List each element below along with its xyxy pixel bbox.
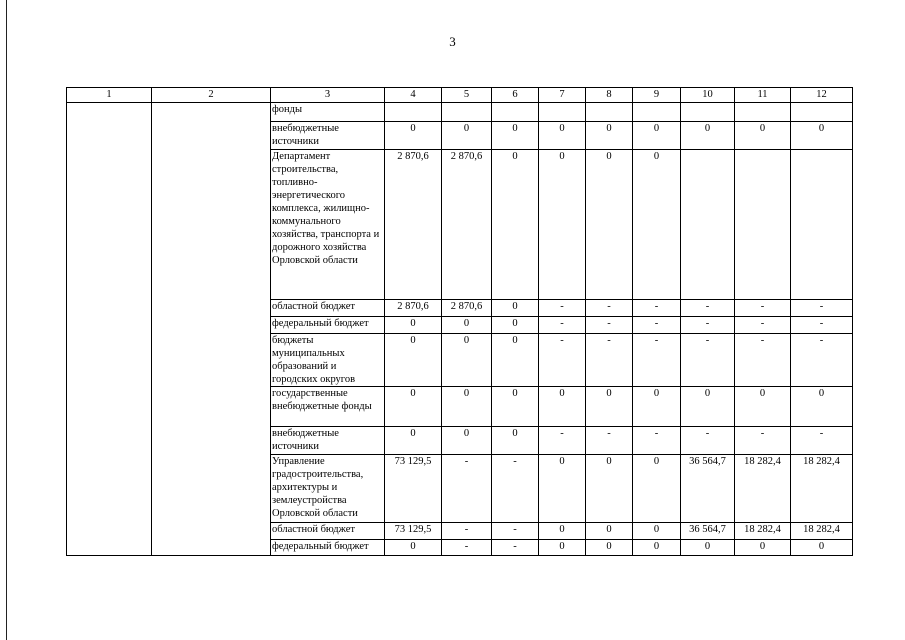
value-cell: 2 870,6 <box>385 150 442 300</box>
empty-cell <box>152 523 271 540</box>
empty-cell <box>152 455 271 523</box>
value-cell: - <box>735 300 791 317</box>
value-cell: 0 <box>492 387 539 427</box>
value-cell: 0 <box>385 387 442 427</box>
value-cell: - <box>633 427 681 455</box>
value-cell: - <box>735 427 791 455</box>
empty-cell <box>152 150 271 300</box>
value-cell: 0 <box>539 455 586 523</box>
value-cell: 0 <box>633 150 681 300</box>
value-cell <box>681 103 735 122</box>
value-cell: 0 <box>791 540 853 556</box>
funding-source-cell: фонды <box>271 103 385 122</box>
column-header: 11 <box>735 88 791 103</box>
value-cell: - <box>586 300 633 317</box>
value-cell: 0 <box>492 334 539 387</box>
value-cell: 0 <box>539 387 586 427</box>
value-cell: 0 <box>539 523 586 540</box>
value-cell: 2 870,6 <box>442 150 492 300</box>
value-cell: 0 <box>586 387 633 427</box>
funding-source-cell: областной бюджет <box>271 523 385 540</box>
value-cell: 2 870,6 <box>442 300 492 317</box>
value-cell <box>539 103 586 122</box>
empty-cell <box>152 317 271 334</box>
value-cell: 0 <box>442 334 492 387</box>
value-cell: 2 870,6 <box>385 300 442 317</box>
empty-cell <box>67 455 152 523</box>
column-header: 1 <box>67 88 152 103</box>
value-cell <box>791 150 853 300</box>
funding-source-cell: бюджеты муниципальных образований и городских округов <box>271 334 385 387</box>
value-cell <box>791 103 853 122</box>
table-row <box>67 427 853 455</box>
value-cell: - <box>681 317 735 334</box>
value-cell: 0 <box>539 150 586 300</box>
value-cell: - <box>633 317 681 334</box>
table-row <box>67 300 853 317</box>
value-cell: 0 <box>442 122 492 150</box>
value-cell <box>735 150 791 300</box>
column-header: 4 <box>385 88 442 103</box>
empty-cell <box>152 300 271 317</box>
empty-cell <box>67 150 152 300</box>
value-cell: - <box>681 334 735 387</box>
value-cell: - <box>492 523 539 540</box>
column-header: 2 <box>152 88 271 103</box>
empty-cell <box>67 300 152 317</box>
funding-source-cell: федеральный бюджет <box>271 317 385 334</box>
value-cell: 0 <box>735 387 791 427</box>
value-cell: 0 <box>681 540 735 556</box>
value-cell: 0 <box>539 540 586 556</box>
value-cell: - <box>633 334 681 387</box>
funding-source-cell: внебюджетные источники <box>271 427 385 455</box>
value-cell: 0 <box>492 300 539 317</box>
value-cell: 0 <box>442 317 492 334</box>
value-cell: 18 282,4 <box>735 523 791 540</box>
column-header: 9 <box>633 88 681 103</box>
value-cell: 0 <box>492 150 539 300</box>
value-cell <box>681 150 735 300</box>
value-cell: 0 <box>681 387 735 427</box>
value-cell <box>586 103 633 122</box>
table-row <box>67 317 853 334</box>
empty-cell <box>67 103 152 122</box>
value-cell: 73 129,5 <box>385 455 442 523</box>
empty-cell <box>67 387 152 427</box>
empty-cell <box>67 334 152 387</box>
value-cell: - <box>586 427 633 455</box>
table-row <box>67 455 853 523</box>
value-cell: - <box>492 540 539 556</box>
value-cell: 0 <box>442 427 492 455</box>
value-cell <box>385 103 442 122</box>
value-cell: 18 282,4 <box>735 455 791 523</box>
value-cell: 0 <box>586 122 633 150</box>
empty-cell <box>67 317 152 334</box>
column-header: 10 <box>681 88 735 103</box>
value-cell: 0 <box>385 427 442 455</box>
value-cell: - <box>791 300 853 317</box>
column-header: 12 <box>791 88 853 103</box>
value-cell <box>442 103 492 122</box>
value-cell: - <box>586 334 633 387</box>
value-cell: 0 <box>633 387 681 427</box>
funding-source-cell: государственные внебюджетные фонды <box>271 387 385 427</box>
column-header: 7 <box>539 88 586 103</box>
empty-cell <box>152 122 271 150</box>
value-cell: 0 <box>385 540 442 556</box>
value-cell: 0 <box>586 523 633 540</box>
value-cell: 0 <box>791 122 853 150</box>
value-cell: 0 <box>539 122 586 150</box>
value-cell: 0 <box>633 523 681 540</box>
column-header: 5 <box>442 88 492 103</box>
value-cell: - <box>735 334 791 387</box>
column-header: 8 <box>586 88 633 103</box>
value-cell <box>492 103 539 122</box>
value-cell: - <box>539 334 586 387</box>
value-cell: 0 <box>586 455 633 523</box>
value-cell: 0 <box>633 540 681 556</box>
empty-cell <box>152 427 271 455</box>
empty-cell <box>67 427 152 455</box>
value-cell: 0 <box>492 122 539 150</box>
value-cell: - <box>492 455 539 523</box>
value-cell: - <box>442 455 492 523</box>
value-cell: 0 <box>385 317 442 334</box>
table-row <box>67 387 853 427</box>
empty-cell <box>152 387 271 427</box>
table-row <box>67 334 853 387</box>
value-cell: 0 <box>735 540 791 556</box>
value-cell: 0 <box>791 387 853 427</box>
column-header: 3 <box>271 88 385 103</box>
funding-source-cell: областной бюджет <box>271 300 385 317</box>
table-row <box>67 150 853 300</box>
value-cell: - <box>791 317 853 334</box>
value-cell: - <box>791 334 853 387</box>
value-cell: - <box>586 317 633 334</box>
value-cell: 18 282,4 <box>791 455 853 523</box>
empty-cell <box>67 523 152 540</box>
value-cell: - <box>442 523 492 540</box>
value-cell <box>633 103 681 122</box>
value-cell: 0 <box>735 122 791 150</box>
value-cell: - <box>442 540 492 556</box>
table-row <box>67 540 853 556</box>
value-cell: 0 <box>586 150 633 300</box>
empty-cell <box>152 540 271 556</box>
value-cell: - <box>791 427 853 455</box>
value-cell: 0 <box>633 455 681 523</box>
page-number: 3 <box>449 34 456 49</box>
value-cell: 0 <box>442 387 492 427</box>
value-cell: 73 129,5 <box>385 523 442 540</box>
funding-source-cell: Департамент строительства, топливно-энергетического комплекса, жилищно-коммунального хозяйства, транспорта и дорожного хозяйства Орловской области <box>271 150 385 300</box>
value-cell: - <box>539 427 586 455</box>
value-cell: 36 564,7 <box>681 523 735 540</box>
empty-cell <box>152 334 271 387</box>
table-row <box>67 103 853 122</box>
value-cell: - <box>681 427 735 455</box>
column-header: 6 <box>492 88 539 103</box>
empty-cell <box>152 103 271 122</box>
page-binding-line <box>6 0 7 640</box>
table-row <box>67 122 853 150</box>
empty-cell <box>67 540 152 556</box>
value-cell: 0 <box>492 317 539 334</box>
value-cell: 0 <box>492 427 539 455</box>
value-cell: - <box>539 317 586 334</box>
value-cell: 18 282,4 <box>791 523 853 540</box>
funding-source-cell: федеральный бюджет <box>271 540 385 556</box>
value-cell: 36 564,7 <box>681 455 735 523</box>
table-row <box>67 523 853 540</box>
empty-cell <box>67 122 152 150</box>
funding-source-cell: Управление градостроительства, архитектуры и землеустройства Орловской области <box>271 455 385 523</box>
value-cell: - <box>735 317 791 334</box>
value-cell <box>735 103 791 122</box>
value-cell: 0 <box>633 122 681 150</box>
value-cell: 0 <box>385 334 442 387</box>
value-cell: 0 <box>586 540 633 556</box>
header-row <box>67 88 853 103</box>
value-cell: 0 <box>681 122 735 150</box>
value-cell: 0 <box>385 122 442 150</box>
value-cell: - <box>633 300 681 317</box>
budget-table <box>66 87 853 556</box>
value-cell: - <box>681 300 735 317</box>
funding-source-cell: внебюджетные источники <box>271 122 385 150</box>
value-cell: - <box>539 300 586 317</box>
